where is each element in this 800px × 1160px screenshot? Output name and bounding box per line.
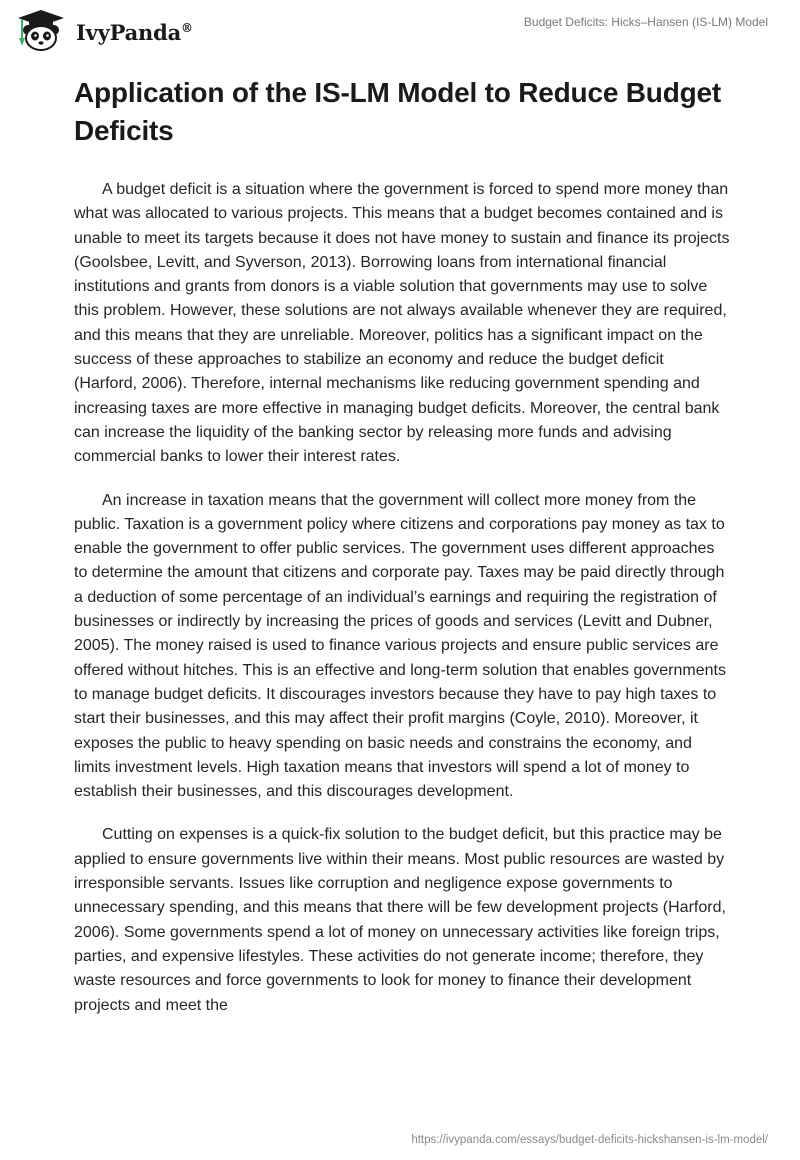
logo[interactable] [14,8,193,52]
article [74,70,730,1018]
brand-name: IvyPanda® [76,19,193,45]
source-url[interactable]: https://ivypanda.com/essays/budget-deficits-hickshansen-is-lm-model/ [411,1134,768,1146]
panda-graduate-icon [14,8,68,52]
paragraph-budget-deficit: A budget deficit is a situation where the government is forced to spend more money than what was allocated to various projects. This means that a budget becomes contained and is unable to meet its targets because it does not have money to sustain and finance its projects (Goolsbee, Levitt, and Syverson, 2013). Borrowing loans from international financial institutions and grants from donors is a viable solution that governments may use to solve this problem. However, these solutions are not always available whenever they are required, and this means that they are unreliable. Moreover, politics has a significant impact on the success of these approaches to stabilize an economy and reduce the budget deficit (Harford, 2006). Therefore, internal mechanisms like reducing government spending and increasing taxes are more effective in managing budget deficits. Moreover, the central bank can increase the liquidity of the banking sector by releasing more funds and advising commercial banks to lower their interest rates. [74,181,730,466]
paragraph-cutting-expenses: Cutting on expenses is a quick-fix solution to the budget deficit, but this practice may be applied to ensure governments live within their means. Most public resources are wasted by irresponsible servants. Issues like corruption and negligence expose governments to unnecessary spending, and this means that there will be few development projects (Harford, 2006). Some governments spend a lot of money on unnecessary activities like foreign trips, parties, and expensive lifestyles. These activities do not generate income; therefore, they waste resources and force governments to look for money to finance their development projects and meet the [74,826,726,1014]
page-header [0,0,800,70]
paragraph-taxation: An increase in taxation means that the government will collect more money from the public. Taxation is a government policy where citizens and corporations pay money as tax to enable the government to offer public services. The government uses different approaches to determine the amount that citizens and corporate pay. Taxes may be paid directly through a deduction of some percentage of an individual’s earnings and requiring the registration of businesses or indirectly by increasing the prices of goods and services (Levitt and Dubner, 2005). The money raised is used to finance various projects and ensure public services are offered without hitches. This is an effective and long-term solution that enables governments to manage budget deficits. It discourages investors because they have to pay high taxes to start their businesses, and this may affect their profit margins (Coyle, 2010). Moreover, it exposes the public to heavy spending on basic needs and constrains the economy, and limits investment levels. High taxation means that investors will spend a lot of money to establish their businesses, and this discourages development. [74,491,726,801]
document-title: Budget Deficits: Hicks–Hansen (IS-LM) Model [523,15,768,29]
article-heading: Application of the IS-LM Model to Reduce Budget Deficits [74,77,722,146]
